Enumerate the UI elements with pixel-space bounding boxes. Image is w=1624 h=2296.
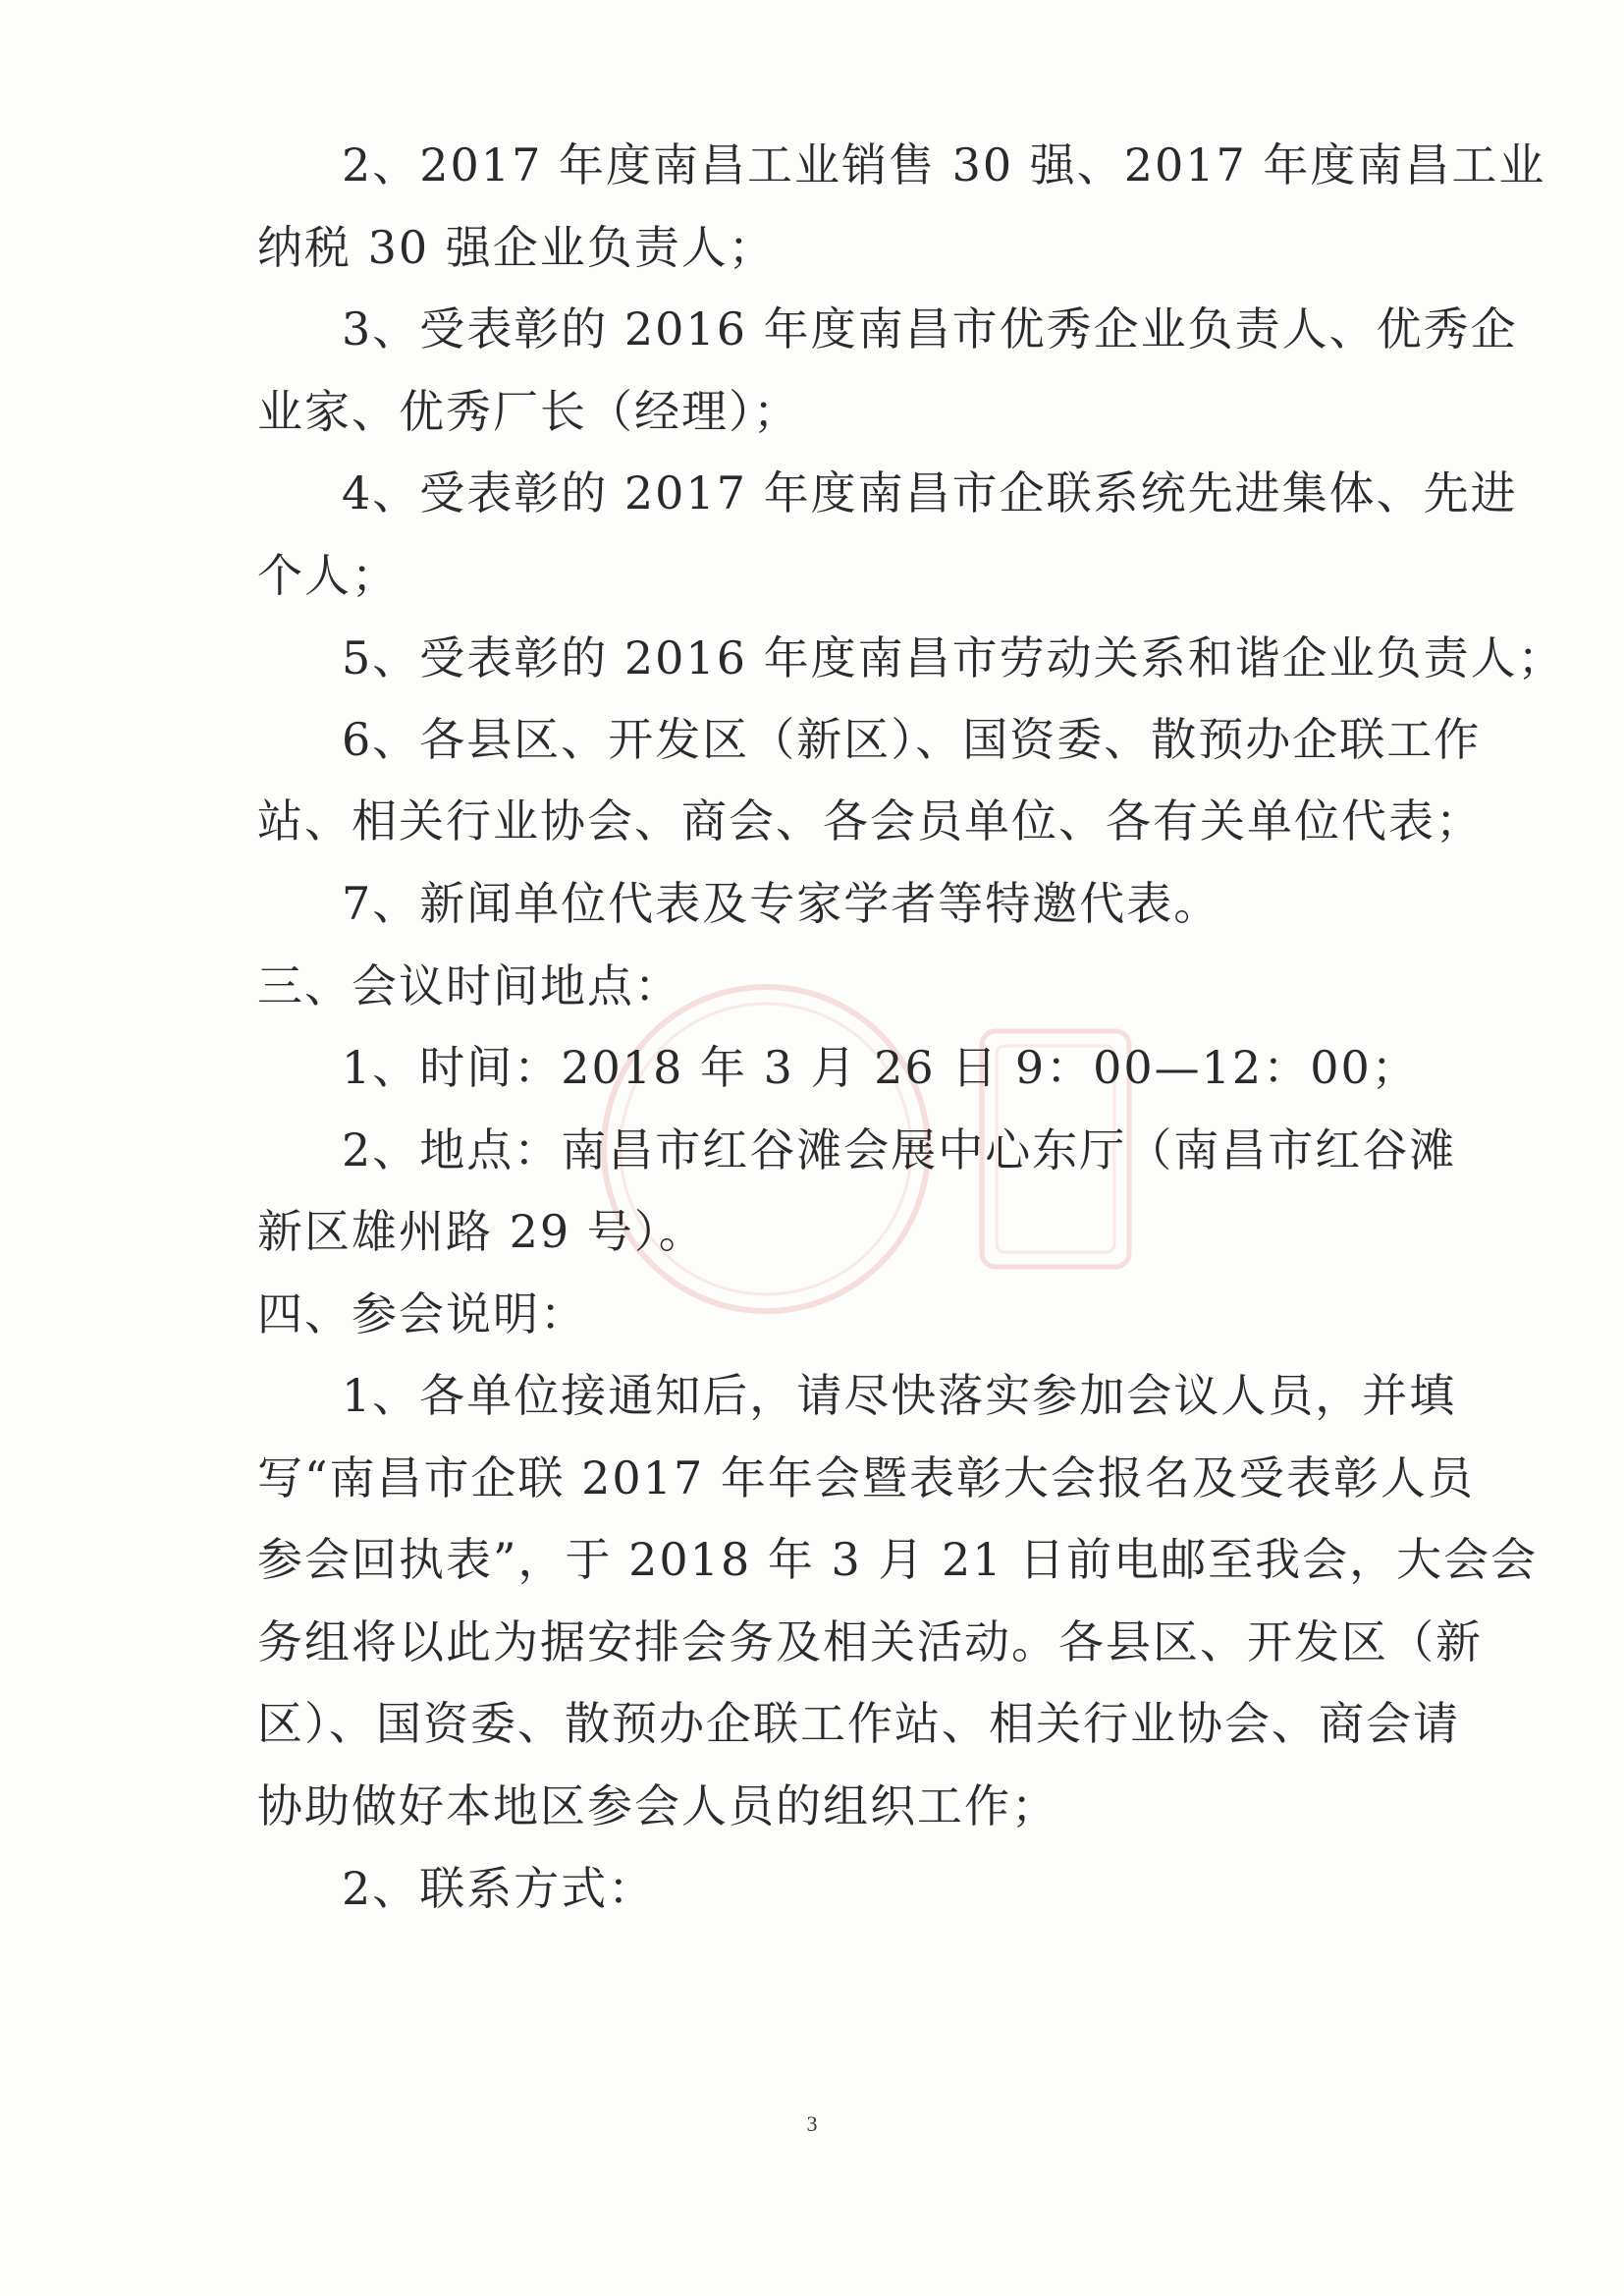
page-number: 3 xyxy=(806,2111,818,2136)
paragraph-line: 协助做好本地区参会人员的组织工作； xyxy=(257,1779,1058,1832)
paragraph-line: 5、受表彰的 2016 年度南昌市劳动关系和谐企业负责人； xyxy=(342,631,1565,684)
section-heading: 四、参会说明： xyxy=(257,1287,587,1340)
paragraph-line: 1、各单位接通知后，请尽快落实参加会议人员，并填 xyxy=(342,1369,1457,1422)
section-heading: 三、会议时间地点： xyxy=(257,959,681,1012)
paragraph-line: 2、2017 年度南昌工业销售 30 强、2017 年度南昌工业 xyxy=(342,138,1546,191)
paragraph-line: 3、受表彰的 2016 年度南昌市优秀企业负责人、优秀企 xyxy=(342,302,1518,355)
paragraph-line: 业家、优秀厂长（经理）； xyxy=(257,385,800,438)
paragraph-line: 写“南昌市企联 2017 年年会暨表彰大会报名及受表彰人员 xyxy=(257,1451,1475,1504)
paragraph-line: 2、联系方式： xyxy=(342,1862,656,1915)
paragraph-line: 7、新闻单位代表及专家学者等特邀代表。 xyxy=(342,877,1221,930)
paragraph-line: 参会回执表”，于 2018 年 3 月 21 日前电邮至我会，大会会 xyxy=(257,1533,1539,1586)
paragraph-line: 个人； xyxy=(257,549,399,602)
paragraph-line: 1、时间：2018 年 3 月 26 日 9：00—12：00； xyxy=(342,1041,1419,1094)
paragraph-line: 务组将以此为据安排会务及相关活动。各县区、开发区（新 xyxy=(257,1615,1483,1668)
paragraph-line: 区）、国资委、散预办企联工作站、相关行业协会、商会请 xyxy=(257,1697,1460,1750)
paragraph-line: 6、各县区、开发区（新区）、国资委、散预办企联工作 xyxy=(342,713,1482,766)
paragraph-line: 纳税 30 强企业负责人； xyxy=(257,221,776,274)
paragraph-line: 2、地点：南昌市红谷滩会展中心东厅（南昌市红谷滩 xyxy=(342,1123,1457,1176)
paragraph-line: 新区雄州路 29 号）。 xyxy=(257,1205,706,1258)
paragraph-line: 4、受表彰的 2017 年度南昌市企联系统先进集体、先进 xyxy=(342,466,1518,519)
paragraph-line: 站、相关行业协会、商会、各会员单位、各有关单位代表； xyxy=(257,794,1483,847)
